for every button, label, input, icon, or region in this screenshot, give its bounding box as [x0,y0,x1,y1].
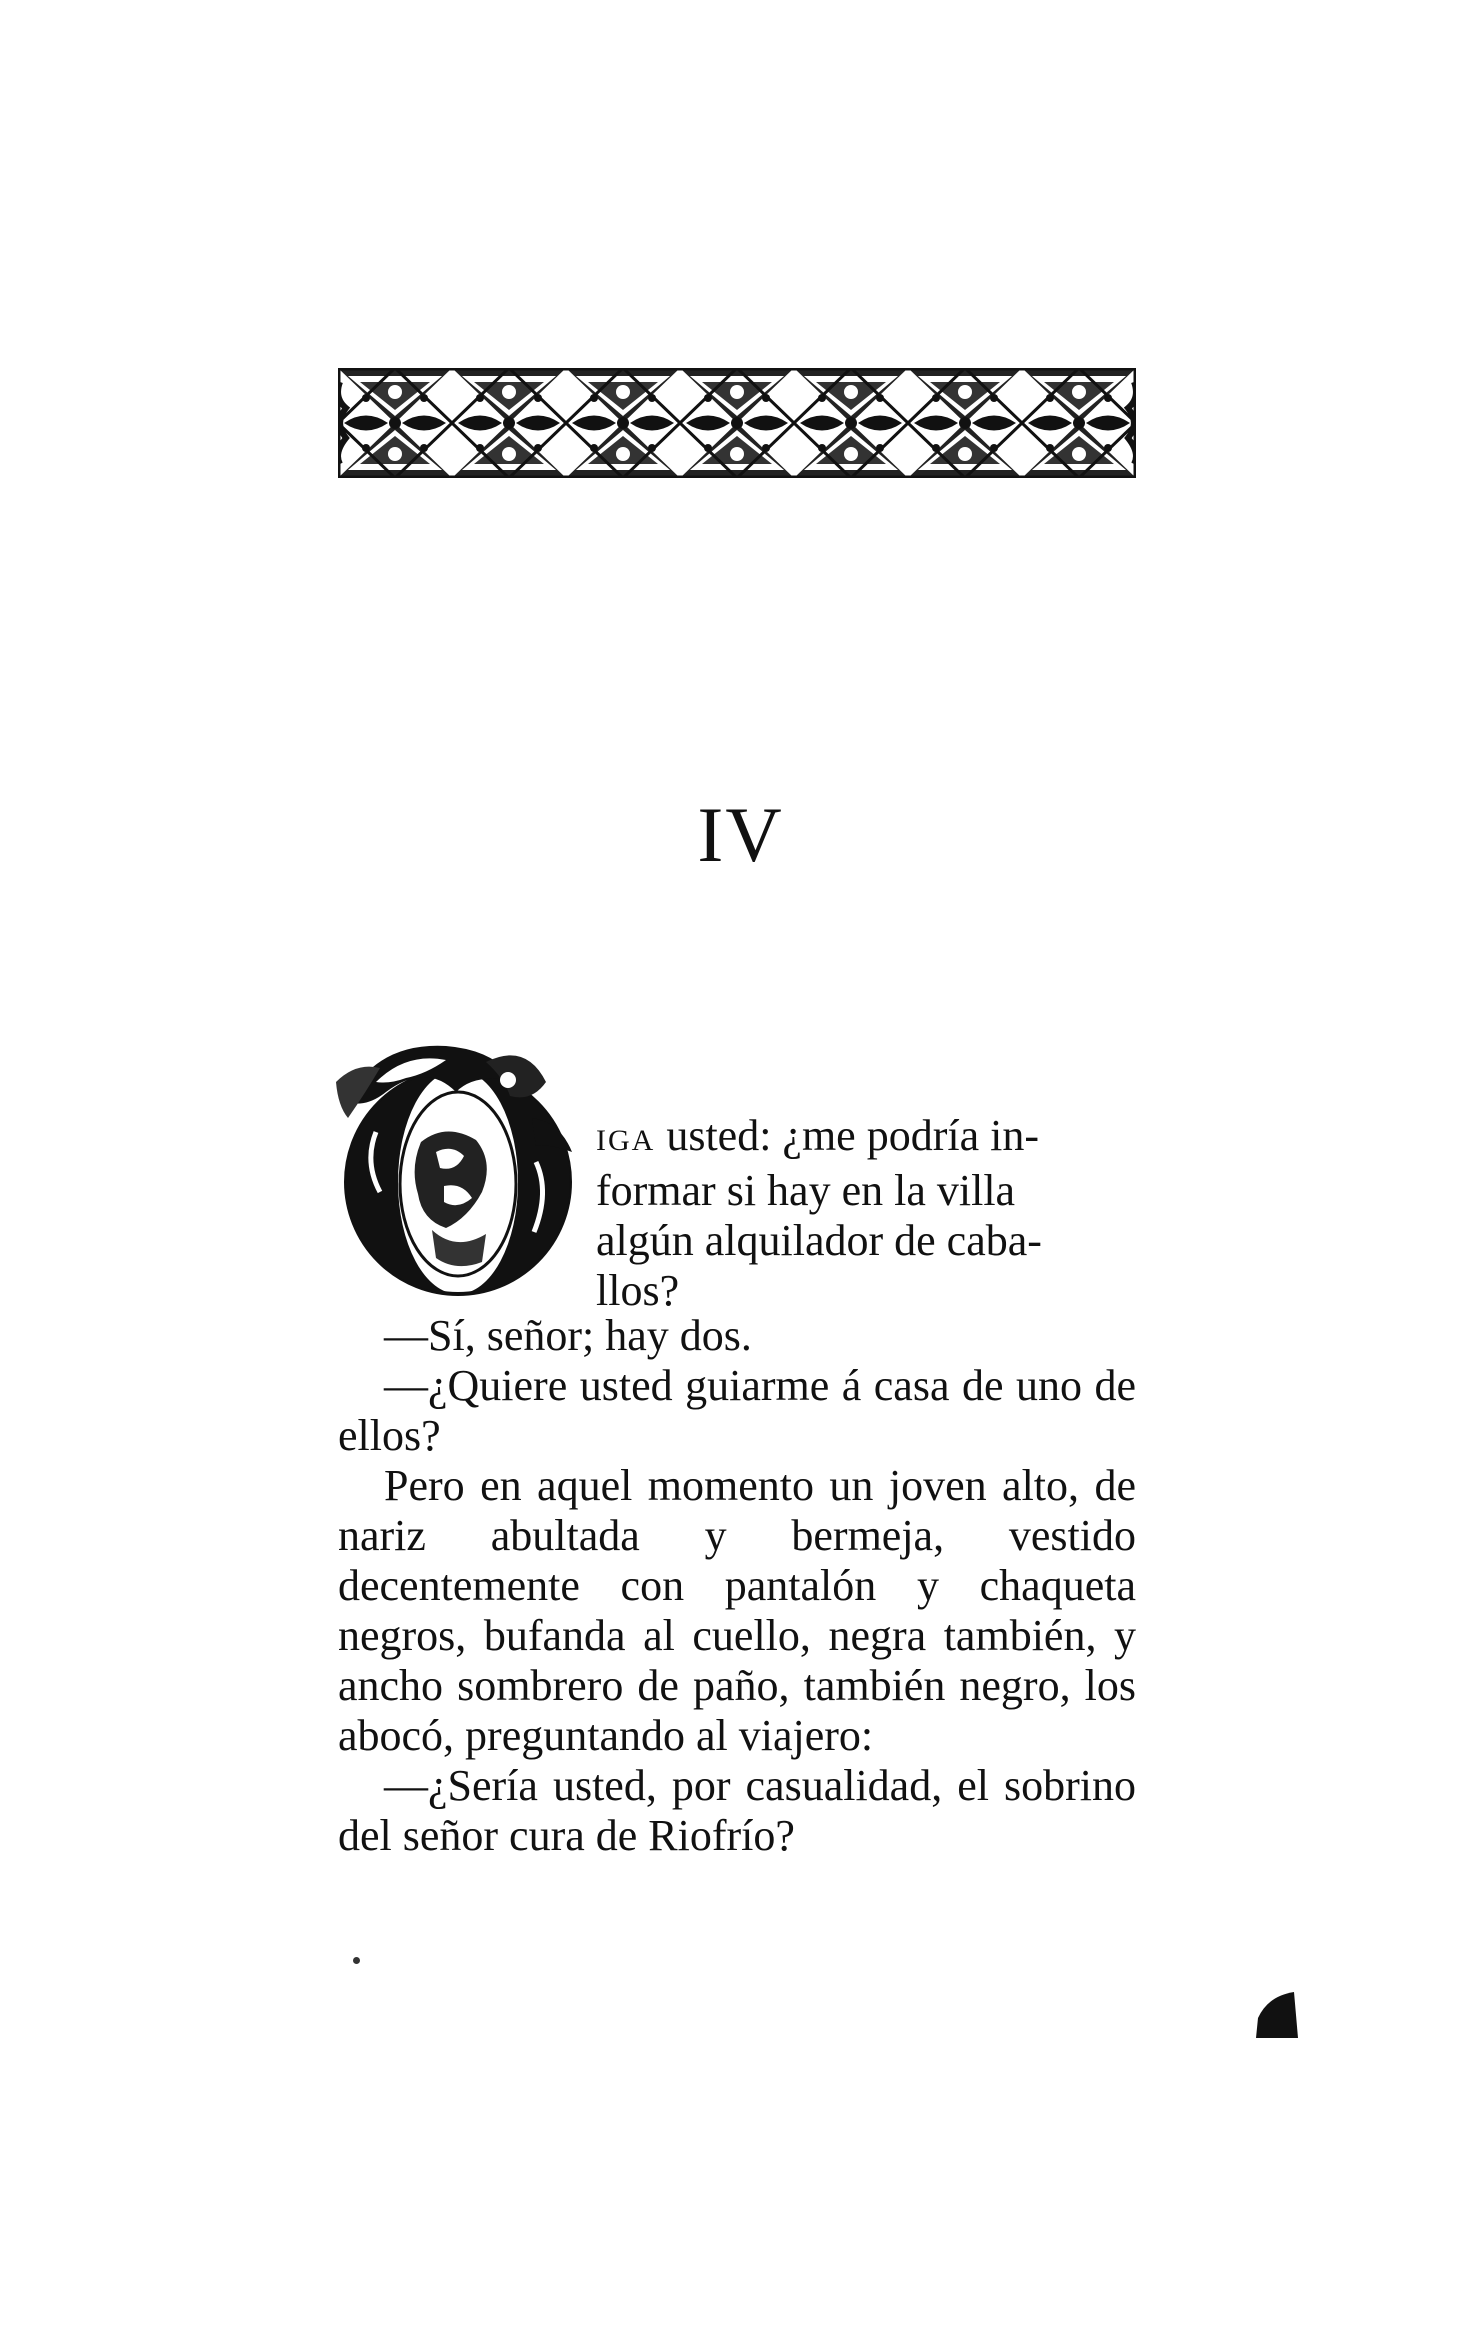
headband-ornament-icon [338,368,1136,478]
chapter-number: IV [697,791,784,878]
opening-line-4: llos? [596,1266,680,1315]
small-caps-start: IGA [596,1124,656,1157]
opening-line-3: algún alquilador de caba- [596,1216,1042,1265]
scan-speck [353,1957,360,1964]
opening-line-2: formar si hay en la villa [596,1166,1016,1215]
opening-paragraph [596,1111,1136,1316]
ink-blot-icon [1248,1990,1302,2040]
illuminated-initial-o-icon [336,1022,586,1302]
body-text [338,1311,1136,1861]
paragraph-1: —Sí, señor; hay dos. [384,1311,752,1360]
paragraph-4: —¿Sería usted, por casualidad, el sobrino del señor cura de Riofrío? [338,1761,1136,1860]
paragraph-3: Pero en aquel momento un joven alto, de nariz abultada y bermeja, vestido decentemente con pantalón y chaqueta negros, bufanda al cuello, negra también, y ancho sombrero de paño, también negro, los abocó, preguntando al viajero: [338,1461,1136,1760]
paragraph-2: —¿Quiere usted guiarme á casa de uno de ellos? [338,1361,1136,1460]
opening-line-1: IGA usted: ¿me podría in- [596,1111,1039,1160]
